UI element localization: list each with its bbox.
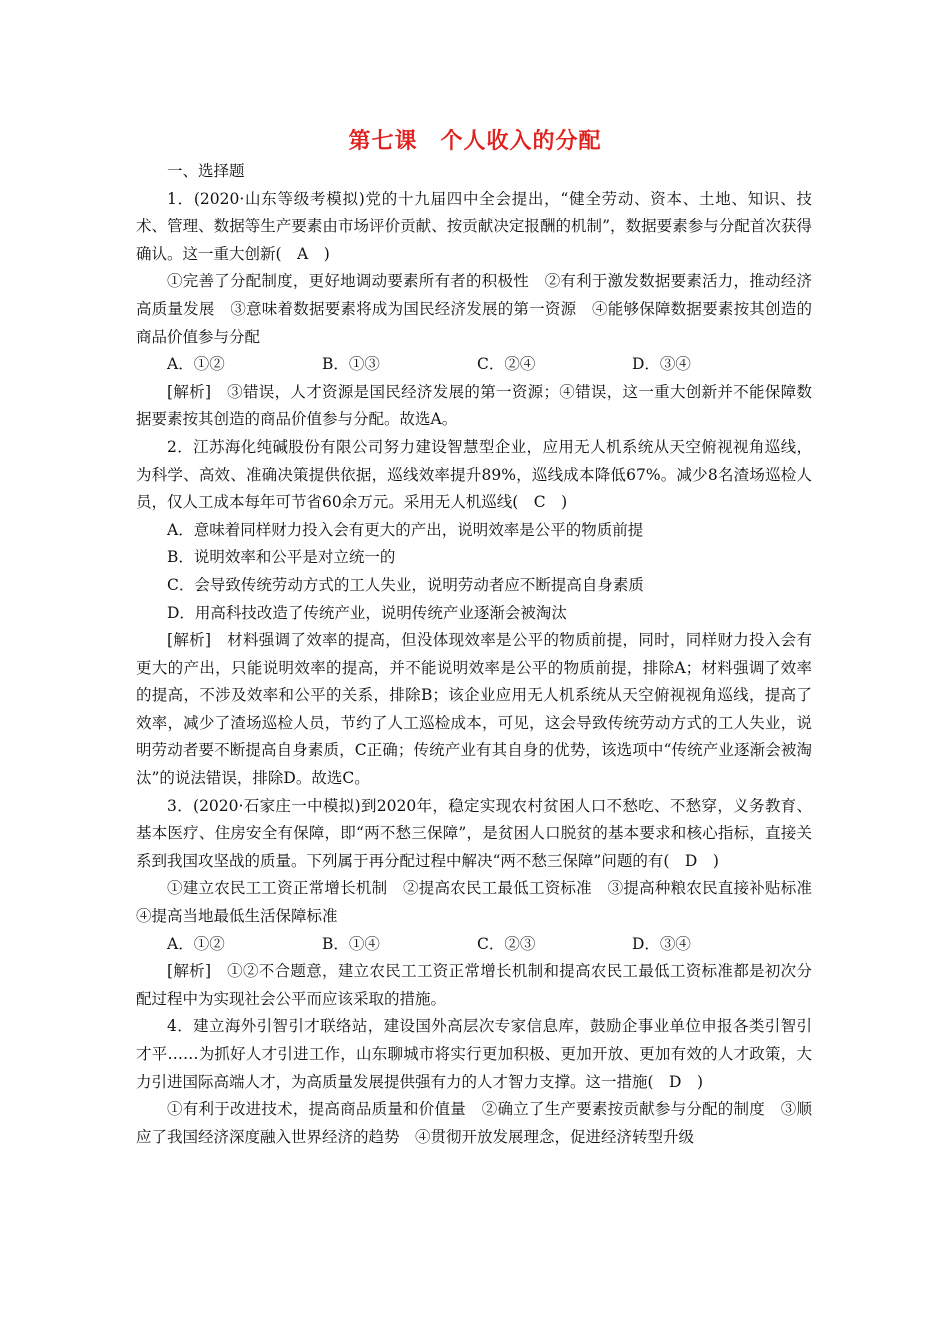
q1-items: ①完善了分配制度，更好地调动要素所有者的积极性 ②有利于激发数据要素活力，推动经济高质量发展 ③意味着数据要素将成为国民经济发展的第一资源 ④能够保障数据要素按其创造的商品价值参与分配: [136, 272, 812, 346]
q3-analysis: [解析] ①②不合题意，建立农民工工资正常增长机制和提高农民工最低工资标准都是初次分配过程中为实现社会公平而应该采取的措施。: [136, 962, 812, 1008]
q1-option-b: B．①③: [322, 355, 380, 374]
q2-option-c: C．会导致传统劳动方式的工人失业，说明劳动者应不断提高自身素质: [167, 575, 644, 594]
q1-analysis: [解析] ③错误，人才资源是国民经济发展的第一资源；④错误，这一重大创新并不能保障数据要素按其创造的商品价值参与分配。故选A。: [136, 382, 812, 429]
q1-options: [136, 351, 812, 379]
content-body: [136, 158, 828, 1151]
q2-option-a: A．意味着同样财力投入会有更大的产出，说明效率是公平的物质前提: [167, 520, 644, 539]
q1-option-c: C．②④: [477, 355, 536, 374]
lesson-title: 第七课 个人收入的分配: [348, 129, 602, 154]
q2-option-d: D．用高科技改造了传统产业，说明传统产业逐渐会被淘汰: [167, 603, 567, 622]
q3-option-d: D．③④: [632, 934, 691, 953]
q2-stem: 2．江苏海化纯碱股份有限公司努力建设智慧型企业，应用无人机系统从天空俯视视角巡线，为科学、高效、准确决策提供依据，巡线效率提升89%，巡线成本降低67%。减少8名渣场巡检人员，仅人工成本每年可节省60余万元。采用无人机巡线( C ): [136, 437, 812, 512]
q4-items: ①有利于改进技术，提高商品质量和价值量 ②确立了生产要素按贡献参与分配的制度 ③顺应了我国经济深度融入世界经济的趋势 ④贯彻开放发展理念，促进经济转型升级: [136, 1100, 812, 1146]
q2-analysis: [解析] 材料强调了效率的提高，但没体现效率是公平的物质前提，同时，同样财力投入会有更大的产出，只能说明效率的提高，并不能说明效率是公平的物质前提，排除A；材料强调了效率的提高，不涉及效率和公平的关系，排除B；该企业应用无人机系统从天空俯视视角巡线，提高了效率，减少了渣场巡检人员，节约了人工巡检成本，可见，这会导致传统劳动方式的工人失业，说明劳动者要不断提高自身素质，C正确；传统产业有其自身的优势，该选项中“传统产业逐渐会被淘汰”的说法错误，排除D。故选C。: [136, 631, 812, 788]
q3-options: [136, 931, 812, 959]
q3-items: ①建立农民工工资正常增长机制 ②提高农民工最低工资标准 ③提高种粮农民直接补贴标准 ④提高当地最低生活保障标准: [136, 879, 828, 926]
q1-stem: 1．(2020·山东等级考模拟)党的十九届四中全会提出，“健全劳动、资本、土地、知识、技术、管理、数据等生产要素由市场评价贡献、按贡献决定报酬的机制”，数据要素参与分配首次获得确认。这一重大创新( A ): [136, 189, 812, 263]
q1-option-a: A．①②: [167, 355, 225, 374]
q3-option-b: B．①④: [322, 934, 380, 953]
q3-option-c: C．②③: [477, 934, 536, 953]
q4-stem: 4．建立海外引智引才联络站，建设国外高层次专家信息库，鼓励企事业单位申报各类引智引才平……为抓好人才引进工作，山东聊城市将实行更加积极、更加开放、更加有效的人才政策，大力引进国际高端人才，为高质量发展提供强有力的人才智力支撑。这一措施( D ): [136, 1017, 812, 1091]
section-heading: 一、选择题: [167, 162, 245, 180]
q1-option-d: D．③④: [632, 355, 691, 374]
q3-option-a: A．①②: [167, 934, 225, 953]
q3-stem: 3．(2020·石家庄一中模拟)到2020年，稳定实现农村贫困人口不愁吃、不愁穿，义务教育、基本医疗、住房安全有保障，即“两不愁三保障”，是贫困人口脱贫的基本要求和核心指标，直接关系到我国攻坚战的质量。下列属于再分配过程中解决“两不愁三保障”问题的有( D ): [136, 796, 812, 870]
q2-option-b: B．说明效率和公平是对立统一的: [167, 548, 396, 567]
